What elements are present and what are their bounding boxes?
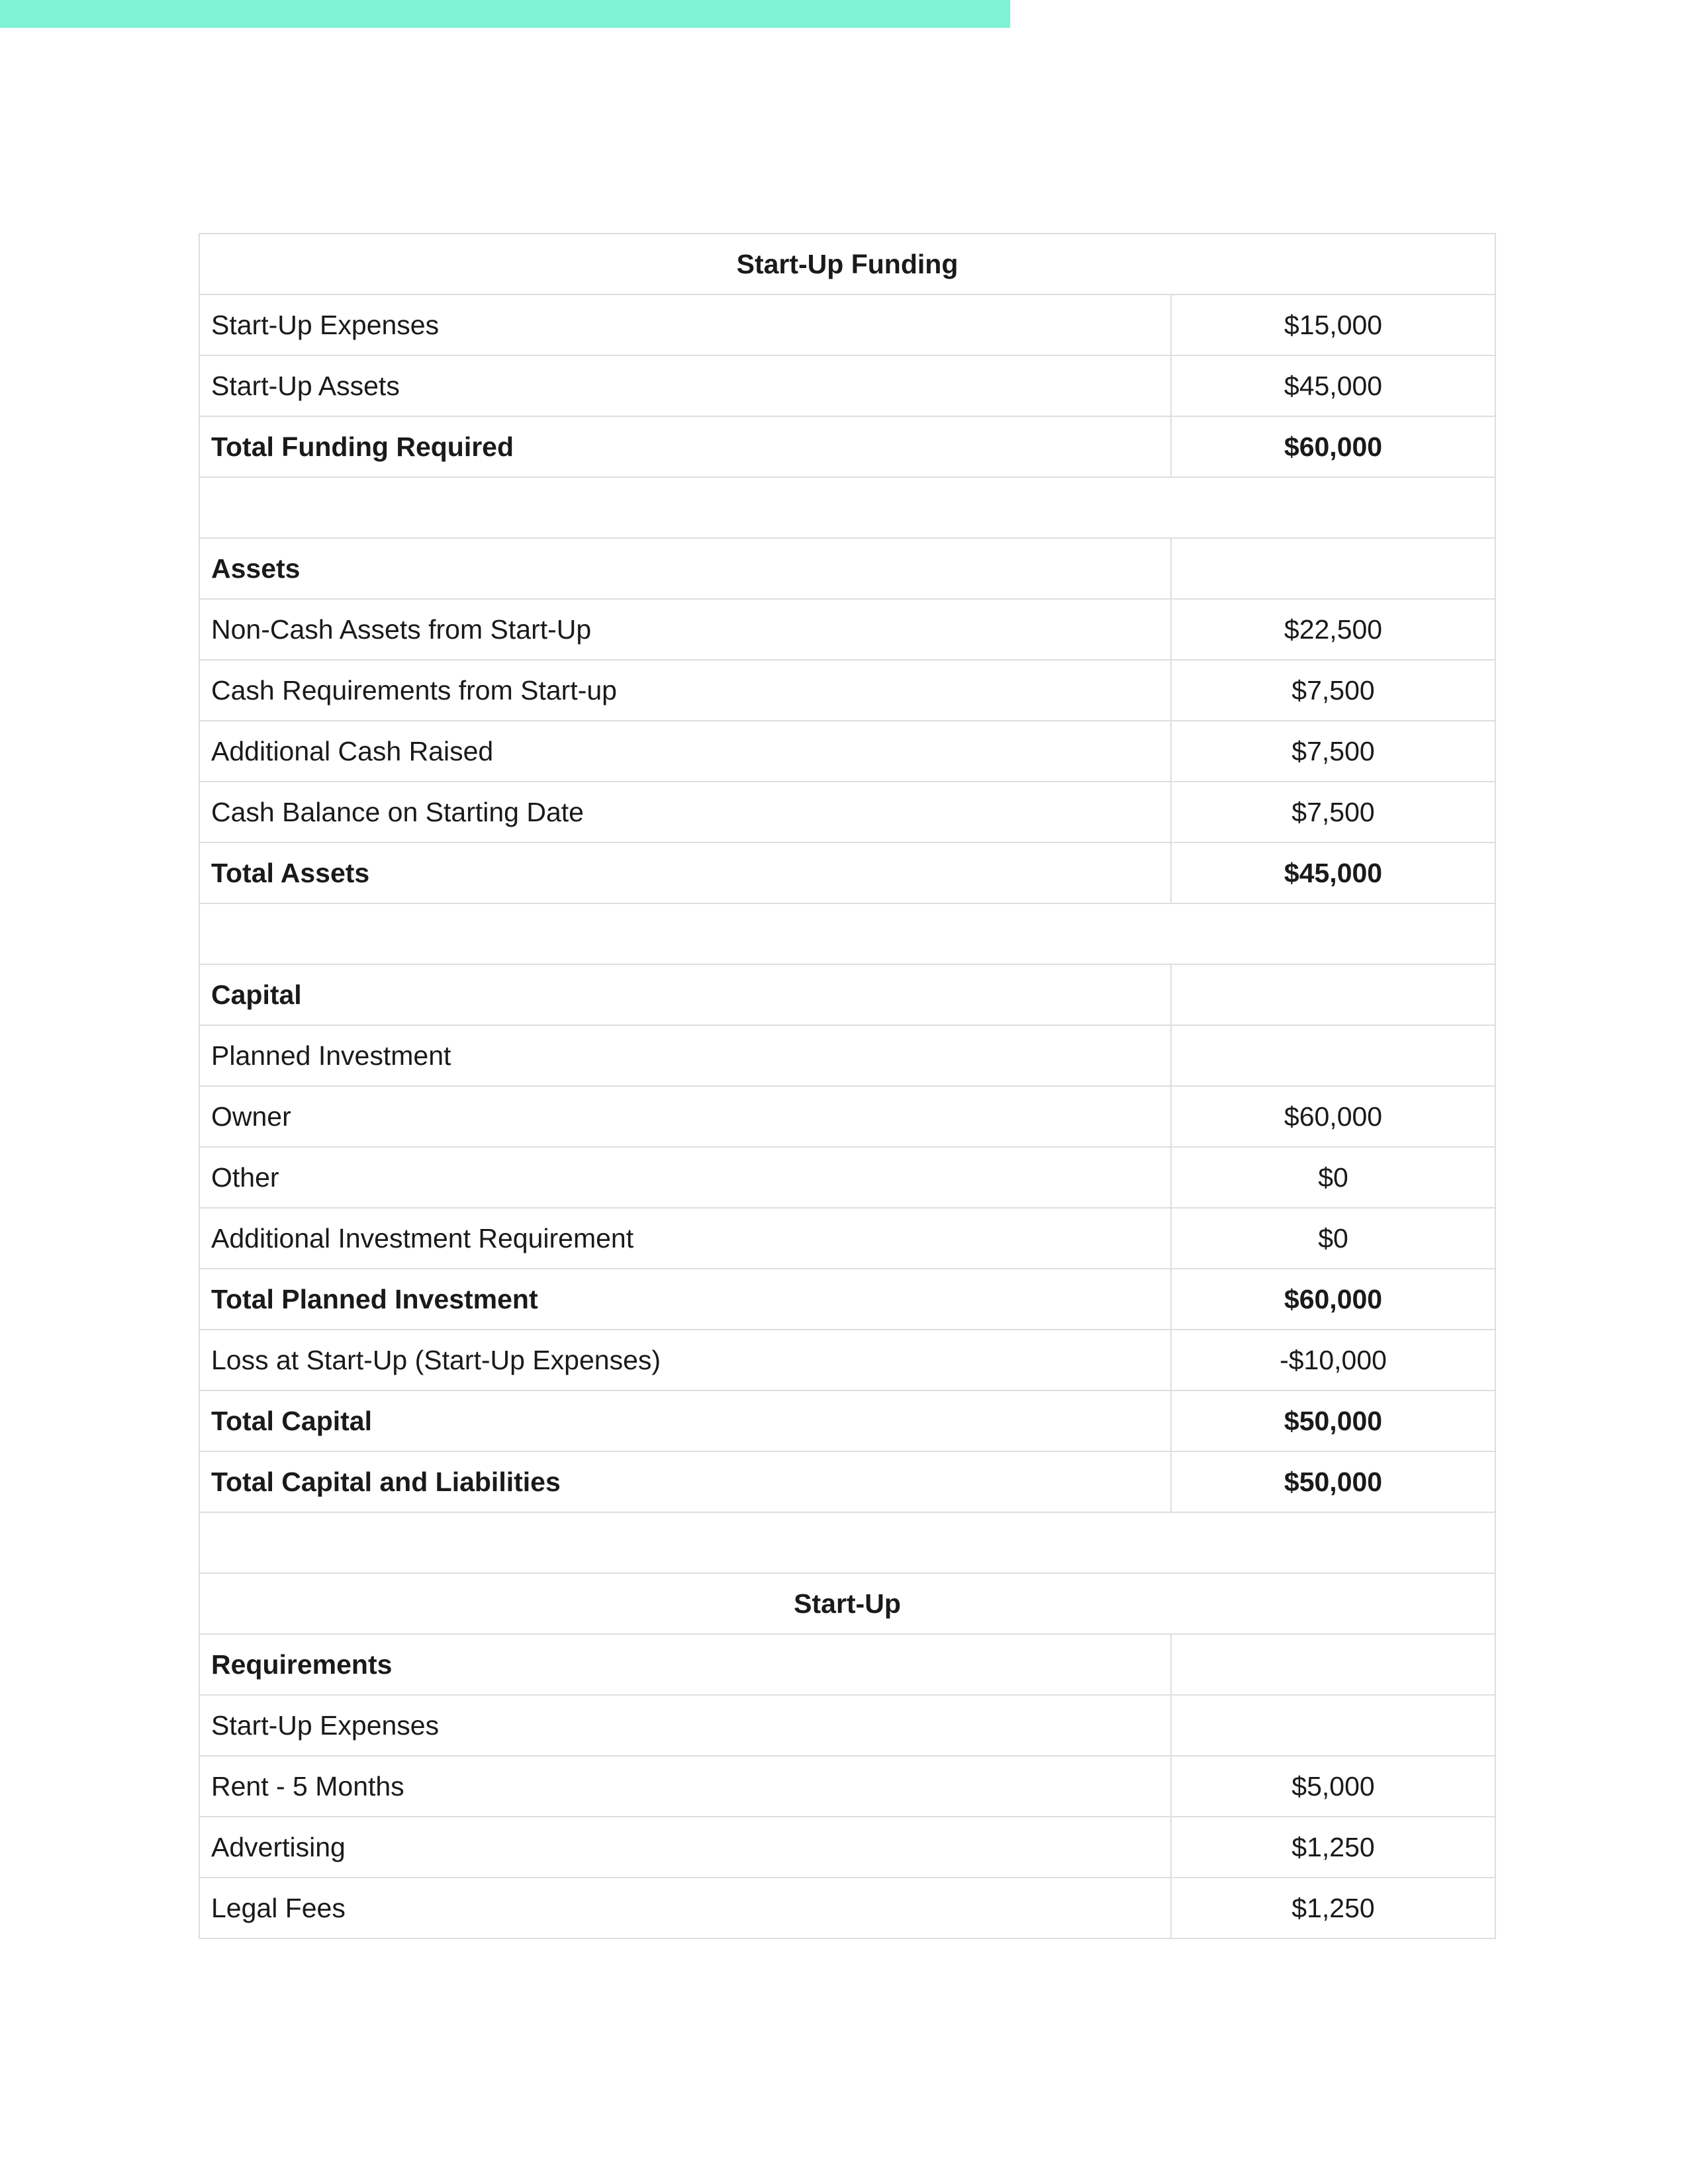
row-value [1171,1695,1495,1756]
row-label: Requirements [199,1634,1171,1695]
row-label: Advertising [199,1817,1171,1878]
table-row [199,1147,1495,1208]
spacer-cell [199,903,1495,964]
accent-bar [0,0,1010,28]
row-label: Total Funding Required [199,416,1171,477]
row-value: $1,250 [1171,1878,1495,1938]
row-label: Additional Cash Raised [199,721,1171,782]
table-row [199,599,1495,660]
spacer-cell [199,1512,1495,1573]
row-value: $60,000 [1171,1086,1495,1147]
row-value: $0 [1171,1147,1495,1208]
row-label: Capital [199,964,1171,1025]
row-label: Non-Cash Assets from Start-Up [199,599,1171,660]
group-header-row [199,964,1495,1025]
row-value: -$10,000 [1171,1330,1495,1390]
table-row [199,1695,1495,1756]
row-value: $5,000 [1171,1756,1495,1817]
startup-funding-table [199,233,1496,1939]
table-body [199,234,1495,1938]
row-label: Additional Investment Requirement [199,1208,1171,1269]
row-value [1171,1634,1495,1695]
total-row [199,1451,1495,1512]
row-label: Other [199,1147,1171,1208]
row-label: Total Assets [199,842,1171,903]
group-header-row [199,1634,1495,1695]
group-header-row [199,538,1495,599]
row-value: $45,000 [1171,355,1495,416]
row-label: Start-Up Assets [199,355,1171,416]
row-label: Planned Investment [199,1025,1171,1086]
row-value: $22,500 [1171,599,1495,660]
row-value: $15,000 [1171,295,1495,355]
section-heading: Start-Up [199,1573,1495,1634]
table-row [199,660,1495,721]
total-row [199,1269,1495,1330]
row-label: Total Planned Investment [199,1269,1171,1330]
row-value: $1,250 [1171,1817,1495,1878]
row-value: $50,000 [1171,1390,1495,1451]
row-value: $45,000 [1171,842,1495,903]
table-row [199,1086,1495,1147]
table-row [199,1330,1495,1390]
table-row [199,782,1495,842]
row-label: Start-Up Expenses [199,1695,1171,1756]
table-row [199,1208,1495,1269]
row-value: $7,500 [1171,721,1495,782]
row-value [1171,964,1495,1025]
row-label: Rent - 5 Months [199,1756,1171,1817]
total-row [199,1390,1495,1451]
section-heading-row [199,1573,1495,1634]
row-value: $50,000 [1171,1451,1495,1512]
spacer-row [199,1512,1495,1573]
table-row [199,721,1495,782]
row-label: Legal Fees [199,1878,1171,1938]
row-label: Total Capital and Liabilities [199,1451,1171,1512]
table-row [199,295,1495,355]
total-row [199,842,1495,903]
section-heading-row [199,234,1495,295]
spacer-row [199,903,1495,964]
table-row [199,355,1495,416]
table-row [199,1878,1495,1938]
total-row [199,416,1495,477]
table-row [199,1817,1495,1878]
row-value: $7,500 [1171,782,1495,842]
row-label: Loss at Start-Up (Start-Up Expenses) [199,1330,1171,1390]
spacer-cell [199,477,1495,538]
row-value [1171,538,1495,599]
row-label: Cash Balance on Starting Date [199,782,1171,842]
row-label: Cash Requirements from Start-up [199,660,1171,721]
table-row [199,1756,1495,1817]
row-value: $60,000 [1171,1269,1495,1330]
table-row [199,1025,1495,1086]
row-label: Start-Up Expenses [199,295,1171,355]
row-value: $7,500 [1171,660,1495,721]
section-heading: Start-Up Funding [199,234,1495,295]
row-value [1171,1025,1495,1086]
row-label: Owner [199,1086,1171,1147]
spacer-row [199,477,1495,538]
row-label: Total Capital [199,1390,1171,1451]
row-value: $0 [1171,1208,1495,1269]
row-value: $60,000 [1171,416,1495,477]
row-label: Assets [199,538,1171,599]
